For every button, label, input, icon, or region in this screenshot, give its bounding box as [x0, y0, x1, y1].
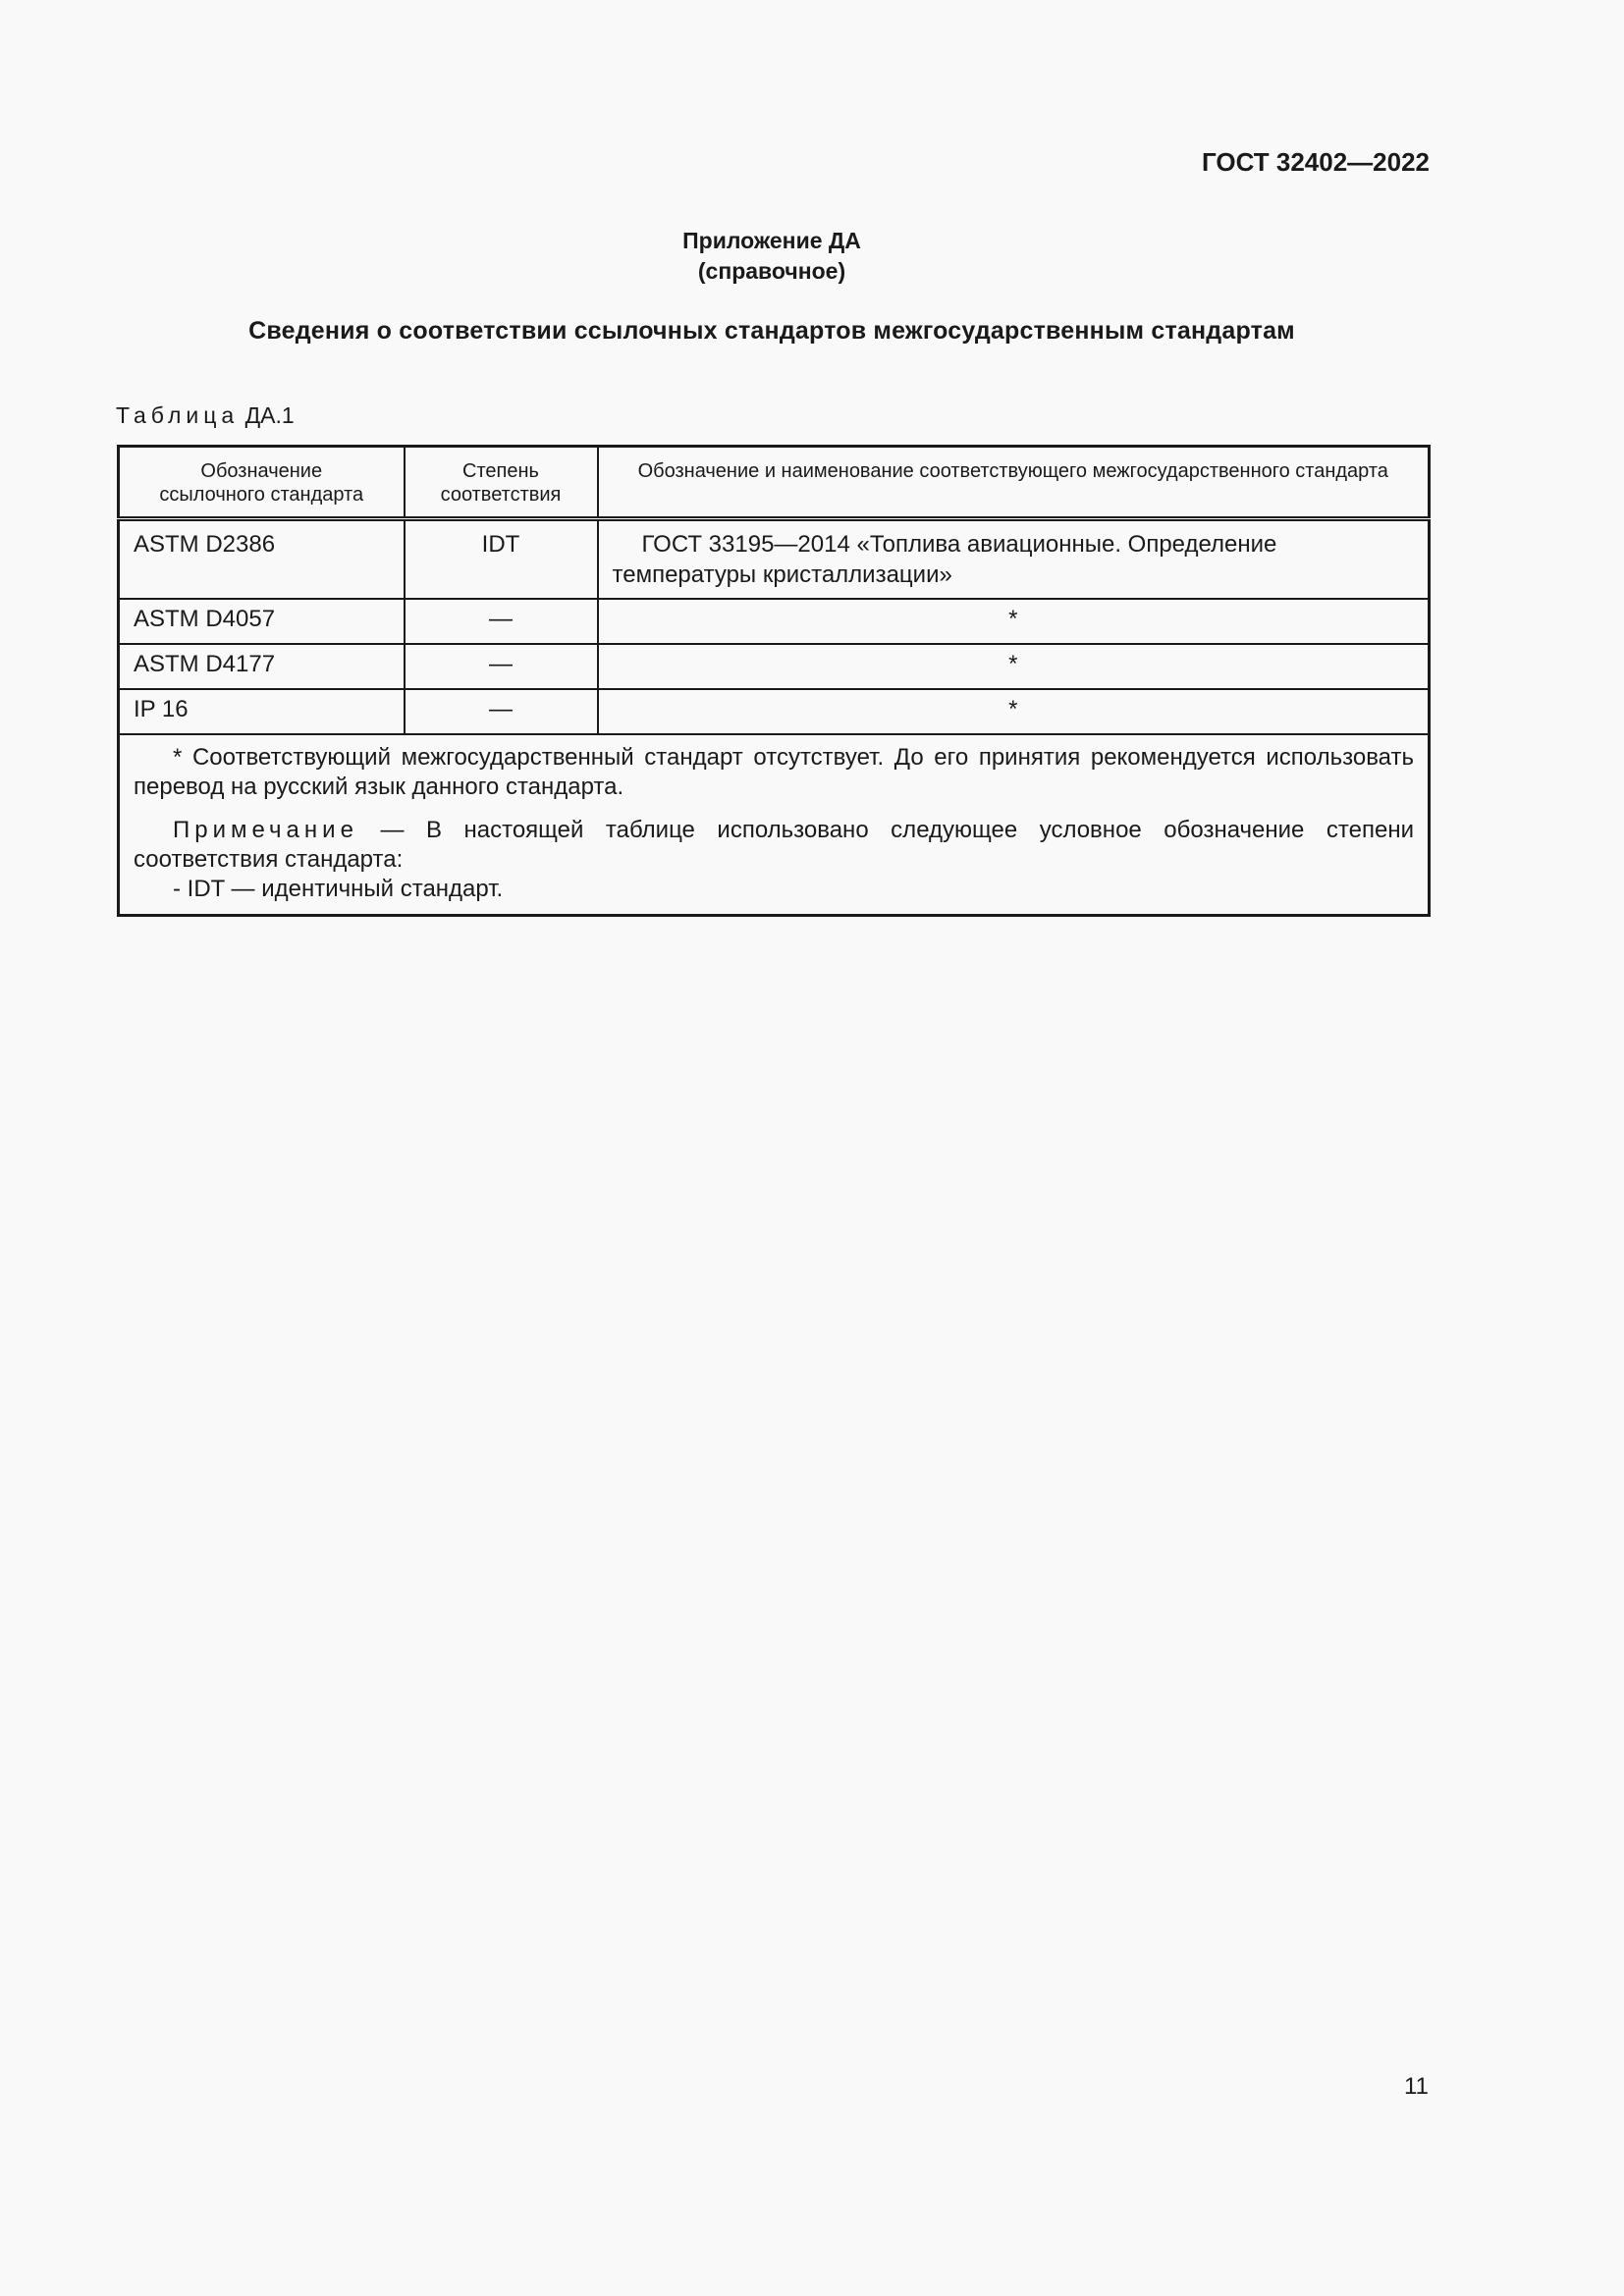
cell-degree: —	[405, 644, 598, 689]
table-row	[119, 599, 1430, 644]
appendix-subtitle: (справочное)	[697, 258, 846, 284]
table-caption	[116, 402, 295, 429]
table-notes	[119, 734, 1430, 916]
table-row	[119, 689, 1430, 734]
cell-degree: —	[405, 689, 598, 734]
cell-interstate: ГОСТ 33195—2014 «Топлива авиационные. Определение температуры кристаллизации»	[598, 519, 1430, 600]
column-header-ref: Обозначение ссылочного стандарта	[119, 447, 405, 519]
note	[134, 816, 1414, 875]
appendix-title: Приложение ДА	[682, 228, 861, 253]
table-header-row	[119, 447, 1430, 519]
note-item: - IDT — идентичный стандарт.	[173, 876, 504, 902]
footnote: * Соответствующий межгосударственный стандарт отсутствует. До его принятия рекомендуется использовать перевод на русский язык данного стандарта.	[134, 744, 1414, 800]
note-label: Примечание	[173, 817, 358, 843]
table-row	[119, 519, 1430, 600]
cell-degree: —	[405, 599, 598, 644]
page-number: 11	[1404, 2073, 1429, 2100]
cell-interstate: *	[598, 689, 1430, 734]
column-header-degree: Степень соответствия	[405, 447, 598, 519]
standards-table	[117, 445, 1431, 917]
column-header-interstate: Обозначение и наименование соответствующего межгосударственного стандарта	[598, 447, 1430, 519]
cell-ref: IP 16	[119, 689, 405, 734]
table-row	[119, 644, 1430, 689]
note-text: — В настоящей таблице использовано следующее условное обозначение степени соответствия стандарта:	[134, 817, 1414, 873]
table-caption-id: ДА.1	[244, 402, 295, 428]
document-code: ГОСТ 32402—2022	[1202, 147, 1430, 177]
cell-degree: IDT	[405, 519, 598, 600]
table-caption-word: Таблица	[116, 402, 240, 428]
cell-interstate: *	[598, 644, 1430, 689]
appendix-heading	[0, 226, 1543, 287]
cell-ref: ASTM D2386	[119, 519, 405, 600]
section-title: Сведения о соответствии ссылочных стандартов межгосударственным стандартам	[248, 317, 1295, 345]
cell-ref: ASTM D4057	[119, 599, 405, 644]
table-notes-row	[119, 734, 1430, 916]
cell-ref: ASTM D4177	[119, 644, 405, 689]
cell-interstate: *	[598, 599, 1430, 644]
